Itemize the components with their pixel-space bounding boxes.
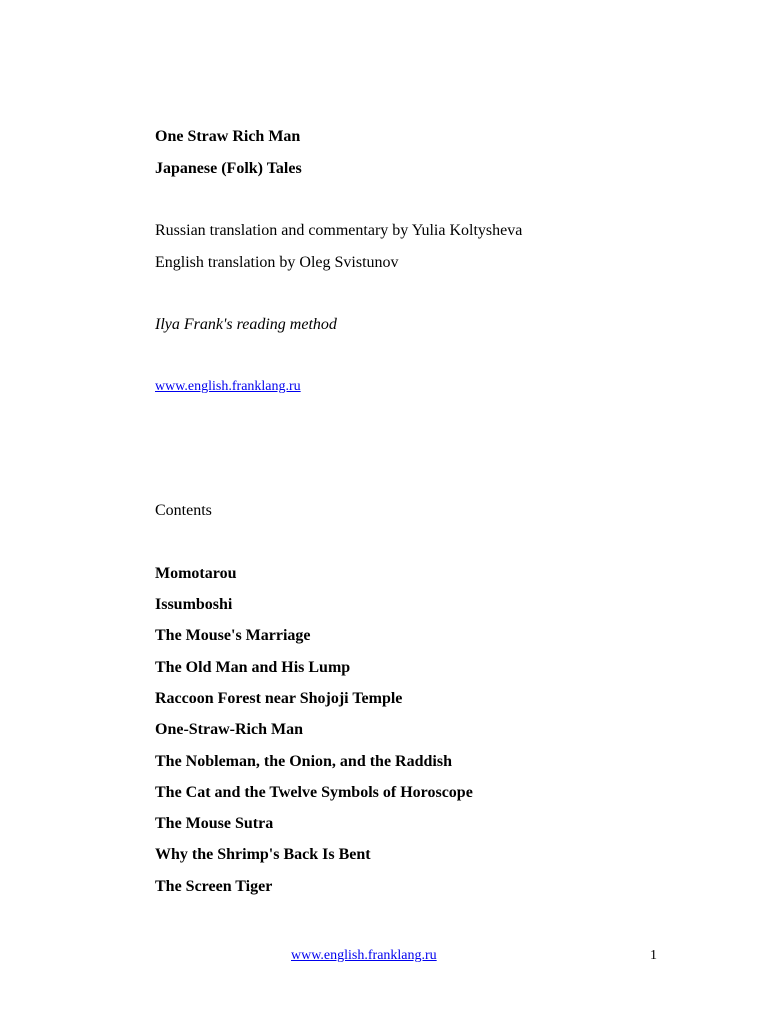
- page-number: 1: [650, 948, 657, 963]
- document-subtitle: Japanese (Folk) Tales: [155, 160, 302, 177]
- contents-item-mouses-marriage: The Mouse's Marriage: [155, 627, 311, 644]
- russian-credit: Russian translation and commentary by Yulia Koltysheva: [155, 222, 523, 239]
- english-credit: English translation by Oleg Svistunov: [155, 254, 399, 271]
- contents-item-screen-tiger: The Screen Tiger: [155, 878, 273, 895]
- contents-item-raccoon-forest: Raccoon Forest near Shojoji Temple: [155, 690, 403, 707]
- contents-item-mouse-sutra: The Mouse Sutra: [155, 815, 274, 832]
- website-link[interactable]: www.english.franklang.ru: [155, 379, 301, 394]
- contents-item-momotarou: Momotarou: [155, 565, 237, 582]
- contents-item-nobleman-onion: The Nobleman, the Onion, and the Raddish: [155, 753, 452, 770]
- contents-item-issumboshi: Issumboshi: [155, 596, 233, 613]
- reading-method: Ilya Frank's reading method: [155, 316, 337, 333]
- contents-item-old-man-lump: The Old Man and His Lump: [155, 659, 351, 676]
- contents-heading: Contents: [155, 502, 212, 519]
- contents-item-shrimp-back: Why the Shrimp's Back Is Bent: [155, 846, 371, 863]
- document-title: One Straw Rich Man: [155, 128, 301, 145]
- footer-website-link[interactable]: www.english.franklang.ru: [291, 948, 437, 963]
- contents-item-one-straw-rich-man: One-Straw-Rich Man: [155, 721, 303, 738]
- contents-item-cat-horoscope: The Cat and the Twelve Symbols of Horoscope: [155, 784, 473, 801]
